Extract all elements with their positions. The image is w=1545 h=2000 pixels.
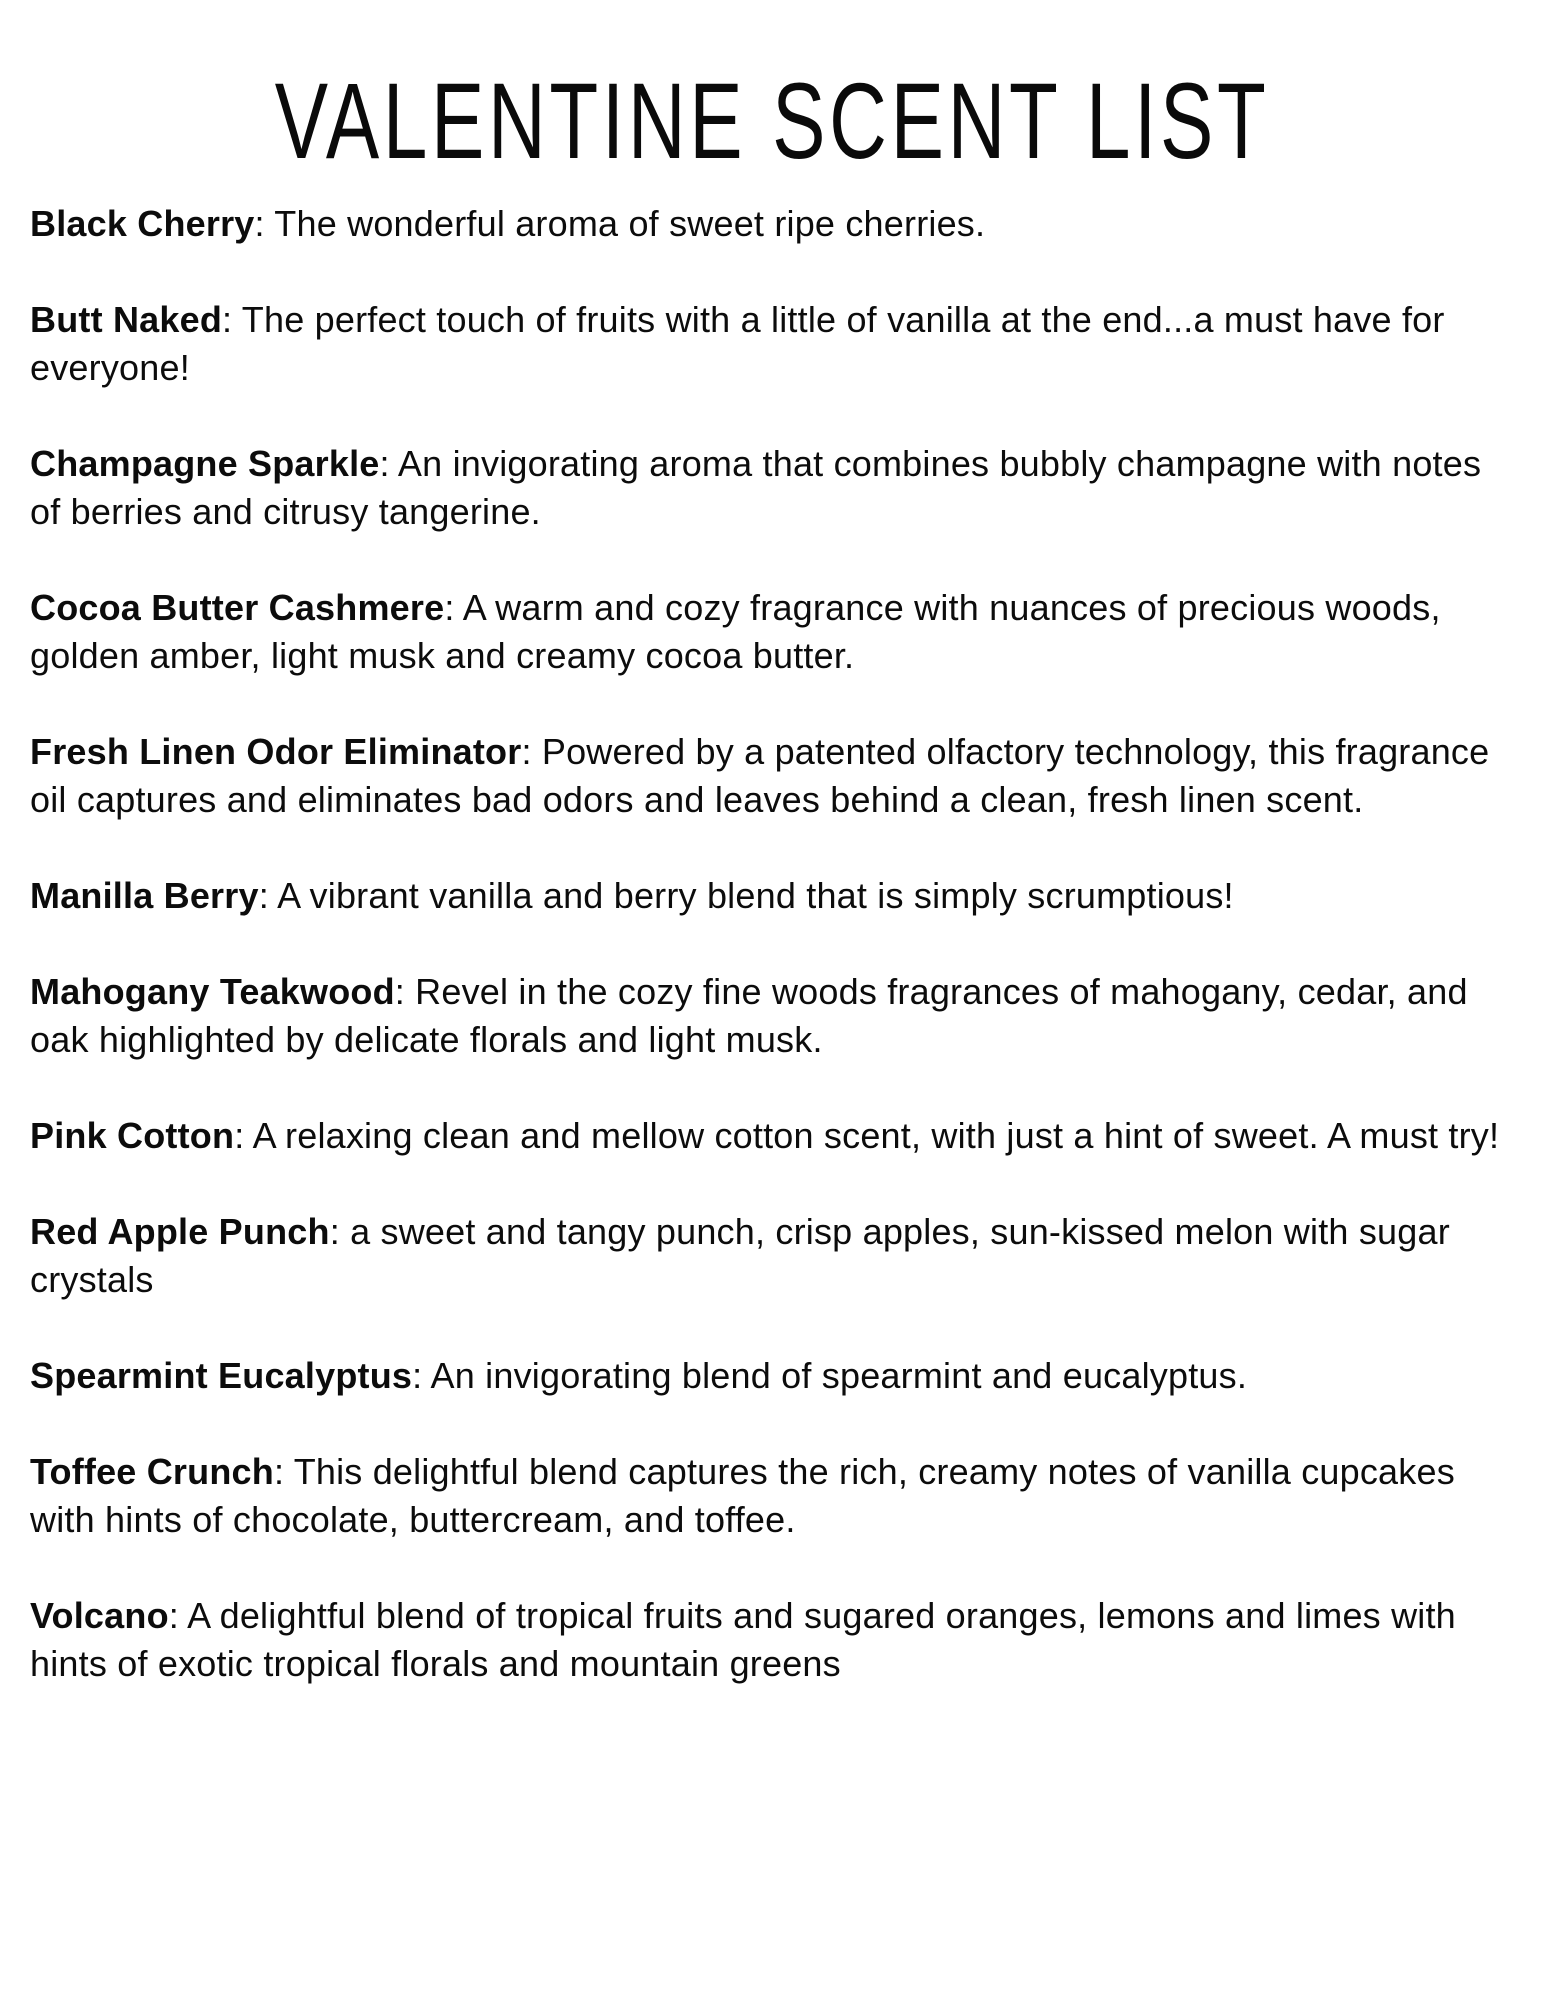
scent-description: : An invigorating blend of spearmint and eucalyptus. — [412, 1354, 1248, 1396]
scent-entry — [30, 1208, 1515, 1304]
title-wrap — [0, 0, 1545, 186]
scent-name: Manilla Berry — [30, 874, 259, 916]
scent-entry — [30, 296, 1515, 392]
scent-name: Red Apple Punch — [30, 1210, 330, 1252]
scent-name: Butt Naked — [30, 298, 223, 340]
scent-description: : A vibrant vanilla and berry blend that is simply scrumptious! — [258, 874, 1234, 916]
scent-description: : A warm and cozy fragrance with nuances of precious woods, golden amber, light musk and creamy cocoa butter. — [30, 586, 1441, 676]
scent-description: : Powered by a patented olfactory technology, this fragrance oil captures and eliminates bad odors and leaves behind a clean, fresh linen scent. — [30, 730, 1490, 820]
scent-entry — [30, 440, 1515, 536]
scent-entry — [30, 1592, 1515, 1688]
scent-entry — [30, 728, 1515, 824]
scent-entry — [30, 1352, 1515, 1400]
scent-entry — [30, 200, 1515, 248]
scent-description: : The perfect touch of fruits with a little of vanilla at the end...a must have for everyone! — [30, 298, 1445, 388]
scent-name: Spearmint Eucalyptus — [30, 1354, 413, 1396]
scent-name: Mahogany Teakwood — [30, 970, 395, 1012]
scent-name: Champagne Sparkle — [30, 442, 380, 484]
scent-entry — [30, 1448, 1515, 1544]
page-title: VALENTINE SCENT LIST — [275, 60, 1270, 181]
scent-name: Volcano — [30, 1594, 169, 1636]
scent-name: Cocoa Butter Cashmere — [30, 586, 445, 628]
scent-entry — [30, 968, 1515, 1064]
scent-description: : This delightful blend captures the rich, creamy notes of vanilla cupcakes with hints of chocolate, buttercream, and toffee. — [30, 1450, 1455, 1540]
scent-name: Toffee Crunch — [30, 1450, 274, 1492]
scent-description: : An invigorating aroma that combines bubbly champagne with notes of berries and citrusy tangerine. — [30, 442, 1482, 532]
scent-name: Fresh Linen Odor Eliminator — [30, 730, 522, 772]
scent-entry — [30, 584, 1515, 680]
scent-description: : a sweet and tangy punch, crisp apples, sun-kissed melon with sugar crystals — [30, 1210, 1450, 1300]
scent-name: Black Cherry — [30, 202, 255, 244]
scent-description: : A delightful blend of tropical fruits and sugared oranges, lemons and limes with hints of exotic tropical florals and mountain greens — [30, 1594, 1456, 1684]
scent-name: Pink Cotton — [30, 1114, 235, 1156]
scent-entry — [30, 1112, 1515, 1160]
scent-description: : A relaxing clean and mellow cotton scent, with just a hint of sweet. A must try! — [234, 1114, 1500, 1156]
scent-description: : The wonderful aroma of sweet ripe cherries. — [254, 202, 986, 244]
scent-list — [0, 186, 1545, 1688]
scent-entry — [30, 872, 1515, 920]
scent-description: : Revel in the cozy fine woods fragrances of mahogany, cedar, and oak highlighted by delicate florals and light musk. — [30, 970, 1468, 1060]
